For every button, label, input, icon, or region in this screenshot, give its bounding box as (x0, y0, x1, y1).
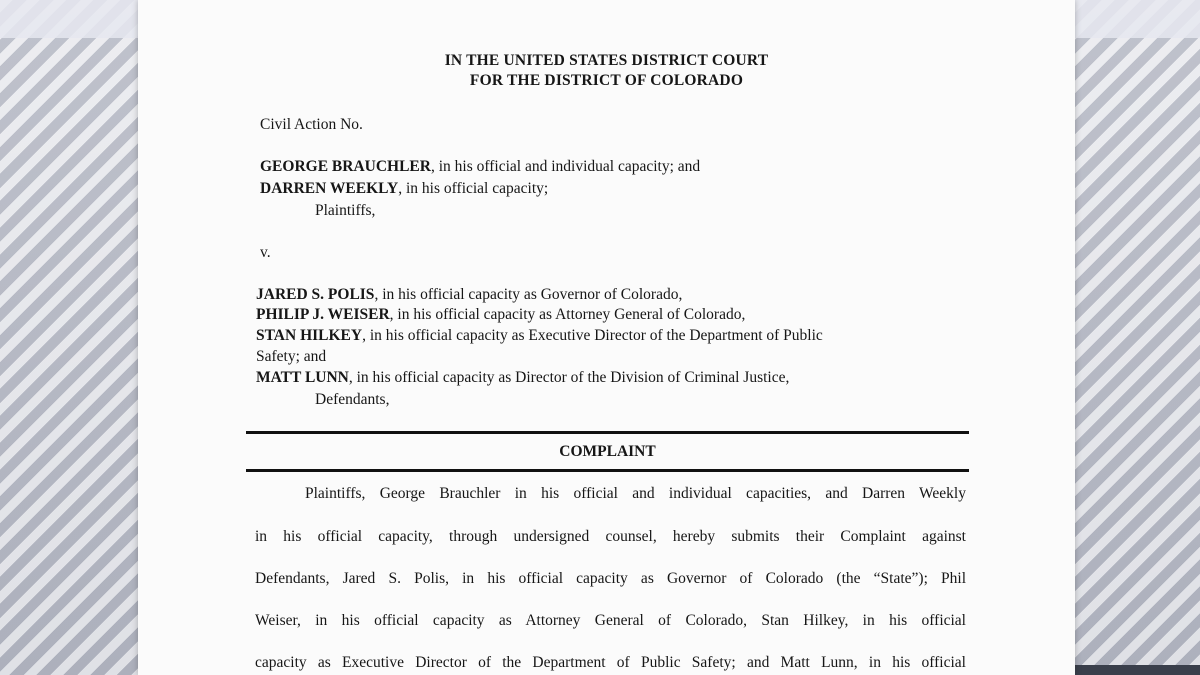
defendant-capacity: , in his official capacity as Director of the Division of Criminal Justice, (348, 369, 790, 386)
background-striped-panel-right (1075, 0, 1200, 675)
defendant-line (256, 286, 682, 304)
civil-action-label: Civil Action No. (260, 116, 363, 133)
background-band-left (0, 0, 138, 38)
background-bottom-bar (1075, 665, 1200, 675)
complaint-text-line: Plaintiffs, George Brauchler in his official and individual capacities, and Darren Weekly (305, 485, 966, 502)
defendant-line (256, 327, 823, 345)
background-striped-panel-left (0, 0, 138, 675)
document-page (138, 0, 1075, 675)
complaint-text-line: capacity as Executive Director of the Department of Public Safety; and Matt Lunn, in his official (255, 654, 966, 671)
divider-bottom (246, 469, 969, 472)
complaint-title: COMPLAINT (559, 443, 656, 460)
defendant-name: JARED S. POLIS (256, 286, 375, 303)
defendant-name: PHILIP J. WEISER (256, 306, 390, 323)
plaintiff-capacity: , in his official and individual capacity; and (430, 158, 701, 175)
plaintiff-capacity: , in his official capacity; (398, 180, 549, 197)
background-band-right (1075, 0, 1200, 38)
court-heading-line-2: FOR THE DISTRICT OF COLORADO (469, 72, 744, 89)
plaintiffs-label: Plaintiffs, (315, 202, 376, 219)
plaintiff-line (260, 158, 700, 176)
complaint-text-line: Weiser, in his official capacity as Attorney General of Colorado, Stan Hilkey, in his official (255, 612, 966, 629)
complaint-text-line: in his official capacity, through undersigned counsel, hereby submits their Complaint against (255, 528, 966, 545)
plaintiff-line (260, 180, 548, 198)
plaintiff-name: GEORGE BRAUCHLER (260, 158, 431, 175)
defendant-capacity: , in his official capacity as Attorney General of Colorado, (389, 306, 746, 323)
complaint-text-line: Defendants, Jared S. Polis, in his official capacity as Governor of Colorado (the “State”); Phil (255, 570, 966, 587)
defendants-label: Defendants, (315, 391, 390, 408)
defendant-continuation: Safety; and (256, 348, 327, 365)
divider-top (246, 431, 969, 434)
court-heading-line-1: IN THE UNITED STATES DISTRICT COURT (444, 52, 769, 69)
defendant-line (256, 306, 745, 324)
defendant-capacity: , in his official capacity as Governor of Colorado, (374, 286, 683, 303)
plaintiff-name: DARREN WEEKLY (260, 180, 399, 197)
defendant-name: STAN HILKEY (256, 327, 363, 344)
defendant-line (256, 369, 789, 387)
defendant-name: MATT LUNN (256, 369, 349, 386)
versus-label: v. (260, 244, 271, 261)
defendant-capacity: , in his official capacity as Executive Director of the Department of Public (362, 327, 823, 344)
